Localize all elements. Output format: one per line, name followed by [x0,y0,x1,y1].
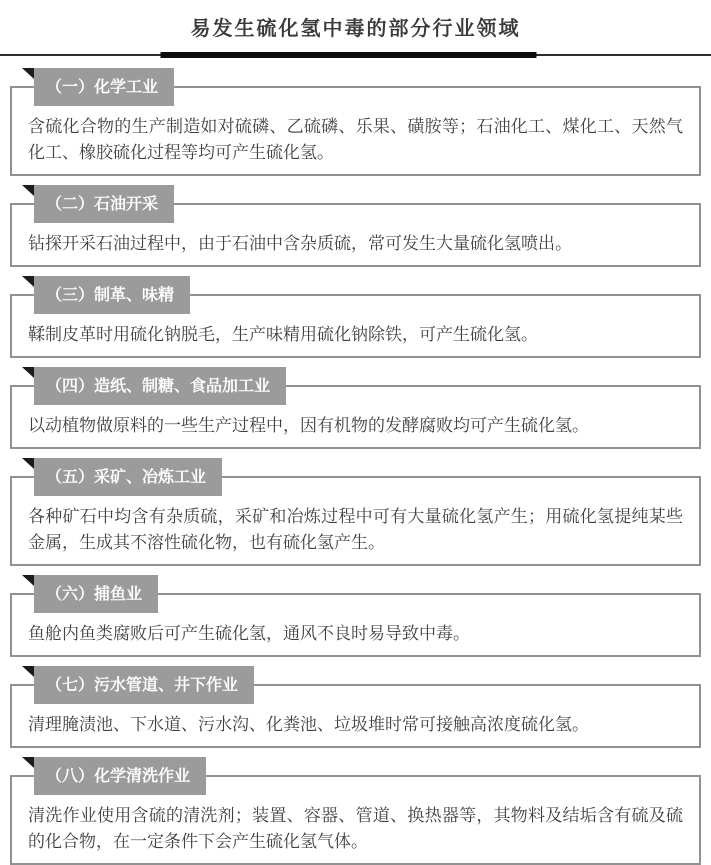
industry-list [0,77,711,865]
section-label [34,367,286,405]
ribbon-fold-icon [22,276,34,287]
section-label [34,458,222,496]
section-tanning-msg [10,285,701,358]
section-description: 鞣制皮革时用硫化钠脱毛，生产味精用硫化钠除铁，可产生硫化氢。 [28,325,538,345]
section-mining-smelting [10,467,701,566]
page-title: 易发生硫化氢中毒的部分行业领域 [190,16,521,40]
section-label-text: （一）化学工业 [46,77,159,96]
section-chemical-industry [10,77,701,176]
section-label [34,68,174,106]
section-fishing [10,584,701,657]
section-description: 含硫化合物的生产制造如对硫磷、乙硫磷、乐果、磺胺等；石油化工、煤化工、天然气化工、橡胶硫化过程等均可产生硫化氢。 [28,117,683,163]
ribbon-fold-icon [22,458,34,469]
ribbon-fold-icon [22,367,34,378]
section-label [34,757,206,795]
section-oil-extraction [10,194,701,267]
ribbon-fold-icon [22,575,34,586]
section-label [34,185,174,223]
section-label [34,575,158,613]
ribbon-fold-icon [22,666,34,677]
section-paper-sugar-food [10,376,701,449]
section-label-text: （二）石油开采 [46,194,159,213]
title-divider [0,51,711,59]
section-label-text: （四）造纸、制糖、食品加工业 [46,376,271,395]
section-label-text: （五）采矿、冶炼工业 [46,467,207,486]
ribbon-fold-icon [22,68,34,79]
section-label [34,276,190,314]
section-description: 清洗作业使用含硫的清洗剂；装置、容器、管道、换热器等，其物料及结垢含有硫及硫的化合物，在一定条件下会产生硫化氢气体。 [28,806,683,852]
section-label-text: （三）制革、味精 [46,285,175,304]
ribbon-fold-icon [22,757,34,768]
section-description: 各种矿石中均含有杂质硫，采矿和冶炼过程中可有大量硫化氢产生；用硫化氢提纯某些金属，生成其不溶性硫化物，也有硫化氢产生。 [28,507,683,553]
section-description: 清理腌渍池、下水道、污水沟、化粪池、垃圾堆时常可接触高浓度硫化氢。 [28,715,589,735]
section-description: 以动植物做原料的一些生产过程中，因有机物的发酵腐败均可产生硫化氢。 [28,416,589,436]
section-sewage-underground [10,675,701,748]
title-divider-accent [160,52,536,58]
section-description: 钻探开采石油过程中，由于石油中含杂质硫，常可发生大量硫化氢喷出。 [28,234,572,254]
section-label-text: （八）化学清洗作业 [46,766,191,785]
page-header [0,0,711,59]
section-chemical-cleaning [10,766,701,865]
ribbon-fold-icon [22,185,34,196]
section-description: 鱼舱内鱼类腐败后可产生硫化氢，通风不良时易导致中毒。 [28,624,470,644]
section-label-text: （七）污水管道、井下作业 [46,675,239,694]
section-label-text: （六）捕鱼业 [46,584,143,603]
section-label [34,666,254,704]
